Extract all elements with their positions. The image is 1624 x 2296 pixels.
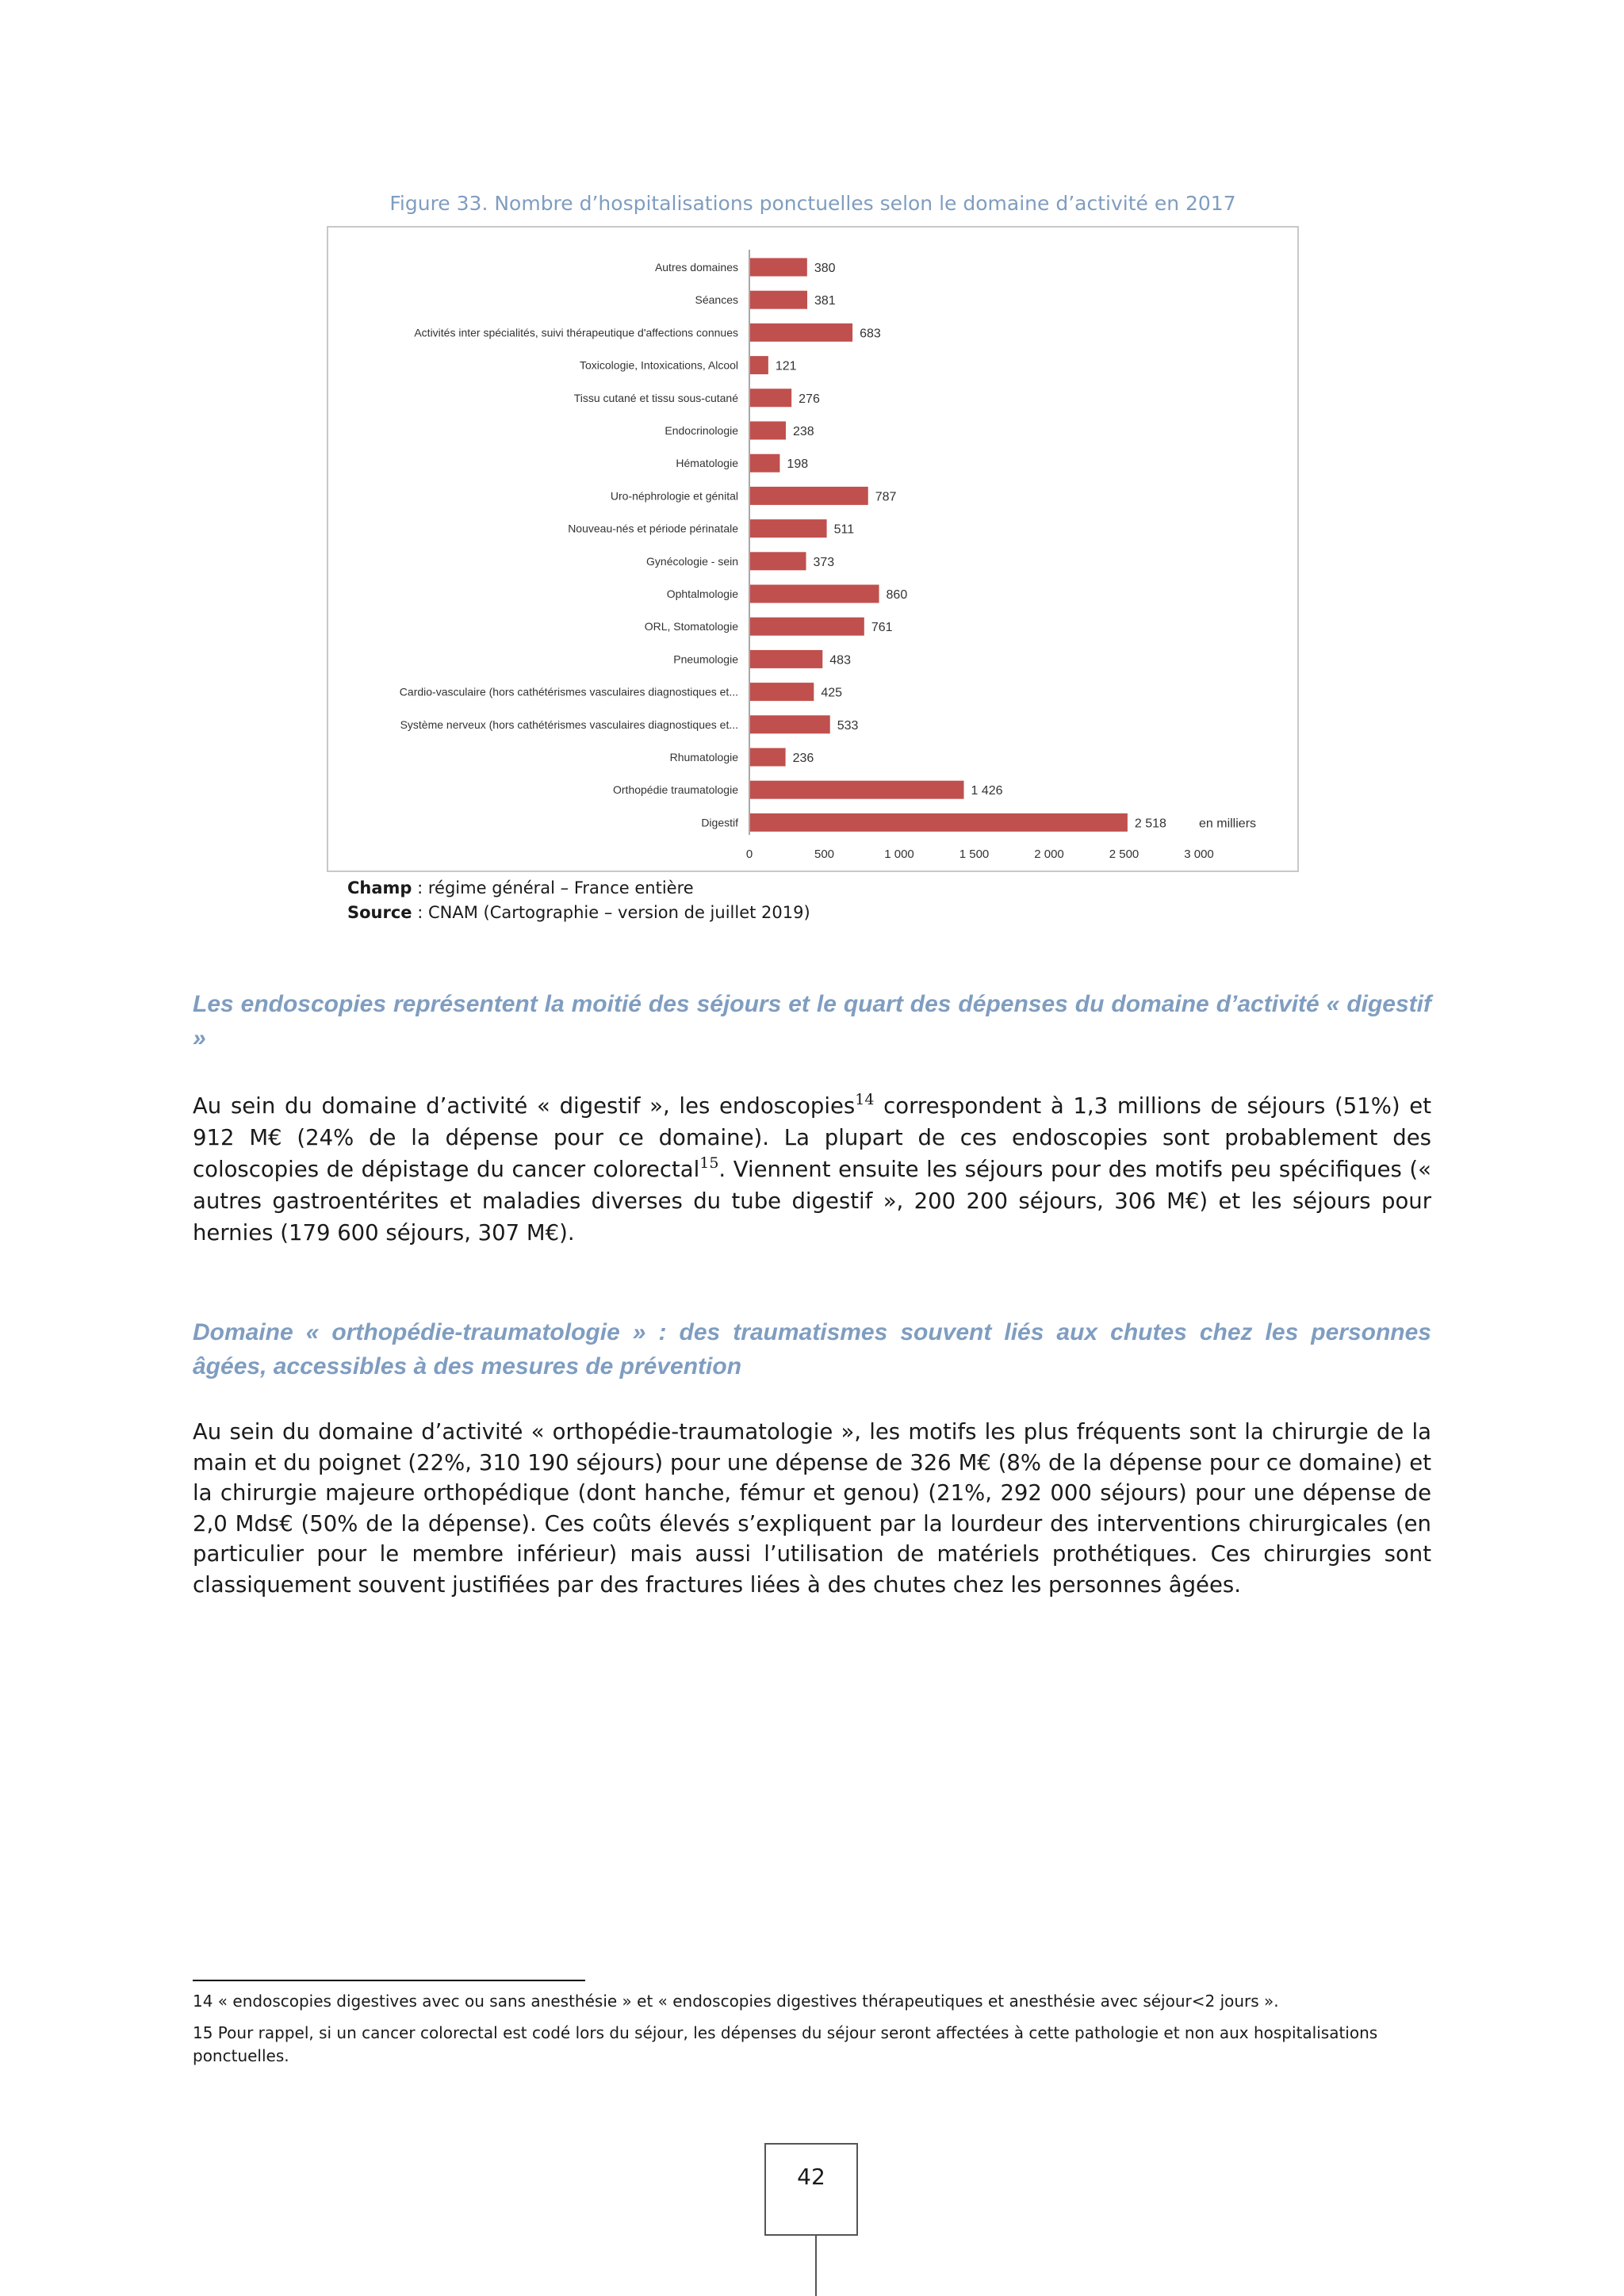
bar (750, 781, 964, 799)
bar (750, 748, 786, 767)
x-tick-label: 3 000 (1184, 848, 1214, 861)
bar-chart (327, 226, 1299, 872)
bar (750, 618, 864, 636)
bar (750, 585, 879, 603)
page-number-connector (815, 2236, 817, 2296)
category-label: Endocrinologie (665, 424, 738, 437)
data-label: 511 (833, 522, 855, 537)
data-label: 1 426 (971, 784, 1003, 798)
data-label: 238 (792, 425, 814, 438)
bar (750, 487, 868, 505)
bar (750, 813, 1128, 832)
champ-line (347, 876, 810, 901)
data-label: 860 (886, 588, 908, 602)
x-tick-label: 0 (745, 848, 753, 861)
data-label: 380 (814, 262, 836, 275)
data-label: 683 (860, 327, 881, 341)
data-label: 381 (814, 294, 836, 308)
category-label: Digestif (701, 816, 738, 829)
x-tick-label: 1 000 (884, 848, 914, 861)
paragraph-digestif (193, 1090, 1431, 1249)
data-label: 483 (829, 653, 851, 668)
x-tick-label: 500 (814, 848, 835, 861)
figure-caption: Figure 33. Nombre d’hospitalisations ponctuelles selon le domaine d’activité en 2017 (389, 192, 1236, 215)
footnote-ref-14[interactable]: 14 (855, 1091, 875, 1108)
paragraph-digestif-part-c: . Viennent ensuite les séjours pour des motifs peu spécifiques (« autres gastroentérites et maladies diverses du tube digestif », 200 200 séjours, 306 M€) et les séjours pour hernies (179 600 séjours, 307 M€). (193, 1157, 1431, 1246)
data-label: 373 (813, 555, 835, 569)
category-label: Rhumatologie (669, 751, 738, 763)
data-label: 236 (792, 752, 814, 765)
category-label: Activités inter spécialités, suivi thérapeutique d'affections connues (414, 326, 738, 339)
data-label: 276 (799, 392, 820, 406)
x-tick-label: 1 500 (959, 848, 990, 861)
champ-text: : régime général – France entière (412, 878, 694, 897)
x-tick-label: 2 500 (1109, 848, 1139, 861)
bar (750, 683, 814, 701)
data-label: 761 (871, 621, 893, 635)
category-label: Toxicologie, Intoxications, Alcool (580, 358, 738, 372)
category-label: Tissu cutané et tissu sous-cutané (573, 391, 738, 404)
source-label: Source (347, 903, 412, 922)
section-heading-endoscopies: Les endoscopies représentent la moitié des séjours et le quart des dépenses du domaine d’activité « digestif » (193, 991, 1431, 1051)
category-label: ORL, Stomatologie (644, 620, 738, 633)
x-tick-label: 2 000 (1034, 848, 1064, 861)
paragraph-digestif-part-a: Au sein du domaine d’activité « digestif », les endoscopies (193, 1093, 856, 1119)
data-label: 787 (875, 490, 897, 504)
bar (750, 519, 827, 538)
footnote-separator (193, 1980, 585, 1981)
data-label: 198 (787, 457, 809, 472)
source-line (347, 901, 810, 925)
source-text: : CNAM (Cartographie – version de juillet 2019) (412, 903, 810, 922)
category-label: Gynécologie - sein (646, 554, 738, 568)
footnote-ref-15[interactable]: 15 (699, 1154, 719, 1172)
section-heading-orthopedie: Domaine « orthopédie-traumatologie » : des traumatismes souvent liés aux chutes chez les personnes âgées, accessibles à des mesures de prévention (193, 1319, 1431, 1380)
category-label: Pneumologie (673, 652, 738, 666)
bar (750, 356, 768, 374)
footnote-14: 14 « endoscopies digestives avec ou sans anesthésie » et « endoscopies digestives thérapeutiques et anesthésie avec séjour<2 jours ». (193, 1992, 1279, 2011)
category-label: Uro-néphrologie et génital (610, 489, 738, 503)
bar (750, 258, 807, 277)
category-label: Orthopédie traumatologie (613, 783, 738, 797)
bar (750, 323, 852, 342)
figure-notes (347, 876, 810, 925)
category-label: Hématologie (676, 457, 738, 470)
category-label: Ophtalmologie (666, 587, 738, 600)
category-label: Autres domaines (654, 261, 738, 274)
footnote-15: 15 Pour rappel, si un cancer colorectal est codé lors du séjour, les dépenses du séjour seront affectées à cette pathologie et non aux hospitalisations ponctuelles. (193, 2023, 1378, 2065)
bar-chart-svg (328, 228, 1297, 871)
unit-label: en milliers (1199, 817, 1257, 831)
bar (750, 291, 807, 309)
data-label: 533 (837, 718, 859, 733)
bar (750, 454, 779, 473)
bar (750, 715, 830, 733)
bar (750, 650, 822, 668)
bar (750, 422, 786, 440)
bar (750, 552, 806, 570)
paragraph-orthopedie: Au sein du domaine d’activité « orthopédie-traumatologie », les motifs les plus fréquents sont la chirurgie de la main et du poignet (22%, 310 190 séjours) pour une dépense de 326 M€ (8% de la dépense pour ce domaine) et la chirurgie majeure orthopédique (dont hanche, fémur et genou) (21%, 292 000 séjours) pour une dépense de 2,0 Mds€ (50% de la dépense). Ces coûts élevés s’expliquent par la lourdeur des interventions chirurgicales (en particulier pour le membre inférieur) mais aussi l’utilisation de matériels prothétiques. Ces chirurgies sont classiquement souvent justifiées par des fractures liées à des chutes chez les personnes âgées. (193, 1419, 1431, 1598)
bar (750, 388, 791, 407)
category-label: Cardio-vasculaire (hors cathétérismes vasculaires diagnostiques et... (399, 685, 738, 698)
data-label: 2 518 (1134, 817, 1166, 831)
paragraph-digestif-part-b: correspondent à 1,3 millions de séjours (51%) et 912 M€ (24% de la dépense pour ce domaine). La plupart de ces endoscopies sont probablement des coloscopies de dépistage du cancer colorectal (193, 1093, 1431, 1182)
data-label: 121 (775, 359, 797, 373)
category-label: Séances (695, 293, 738, 307)
category-label: Nouveau-nés et période périnatale (568, 522, 738, 535)
page-number: 42 (764, 2143, 858, 2236)
category-label: Système nerveux (hors cathétérismes vasculaires diagnostiques et... (400, 718, 738, 731)
champ-label: Champ (347, 878, 412, 897)
data-label: 425 (821, 686, 843, 700)
